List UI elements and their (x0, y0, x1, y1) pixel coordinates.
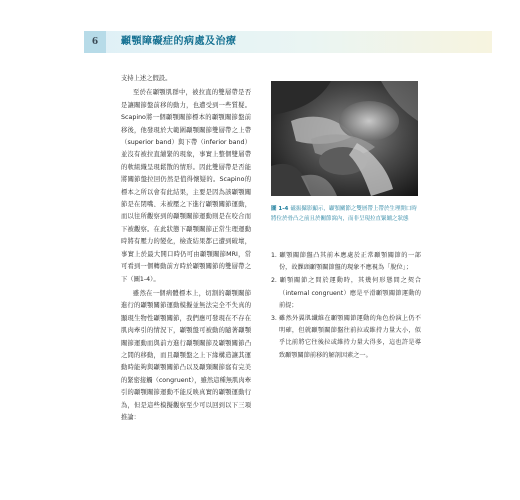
conclusion-list (271, 250, 421, 363)
paragraph: 至於在顳顎肌群中，被拉直的雙層帶是否是讓關節盤前移的動力，也遭受到一些質疑。Scapino將一個顳顎關節標本的顳顎關節盤前移後，他發現於大範圍顳顎關節雙層帶之上帶（superior band）與下帶（inferior band）並沒有被拉直繃緊的現象，事實上整個雙層帶的軟組織呈現鬆散的情形。因此雙層帶是否能將關節盤拉回仍然是值得懷疑的。Scapino的標本之所以會有此結果，主要是因為該顳顎關節是在閉嘴、未被壓之下進行顳顎關節運動，而以往所觀察到的顳顎關節運動則是在咬合而下被觀察。在此狀態下顳顎關節正常生理運動時將有壓力的變化，檢查結果都已遭到破壞，事實上於最大開口時仍可由顳顎關節MRI，常可看到一個轉動前方時於顳顎關節的雙層帶之下（圖1-4）。 (121, 89, 251, 283)
chapter-title: 顳顎障礙症的病處及治療 (121, 36, 237, 47)
mri-scan-illustration (271, 81, 418, 196)
figure-caption (271, 205, 418, 224)
list-item: 3. 雖然外翼肌纖維在顳顎關節運動的角色扮演上仍不明確，但就顳顎關節盤往前拉或維持力量大小，似乎比前將它往後拉或維持力量大得多，這也許是導致顳顎關節前移的解剖因素之一。 (271, 315, 421, 359)
figure-caption-text: 磁振攝影顯示，顳顎關節之雙層帶上帶於生理開口時將位於骨凸之前且於關節窩內，而非呈現拉直緊繃之狀態 (271, 206, 417, 222)
paragraph: 雖然在一個病體標本上，切割的顳顎關節進行的顳顎關節運動模擬並無法完全不失真的顯現生物性顳顎關節，我們應可發現在不存在肌肉牽引的情況下，顳顎盤可被動的隨著顳顎關節運動而與前方進行顳顎關節及顳顎關節凸之間的移動，而且顳顎盤之上下緣構造讓其運動時能夠與顳顎關節凸以及顳頸關節窩有完美的緊密接觸（congruent），雖然這種無肌肉牽引的顳顎關節運動不能反映真實的顳顎運動行為，但是這些模擬觀察至少可以回到以下三項推論： (121, 289, 251, 421)
page-number: 6 (91, 37, 99, 47)
paragraph: 支持上述之假設。 (121, 75, 172, 82)
body-text-left-column (121, 73, 251, 424)
list-item: 2. 顳顎關節之間於運動時，其幾何形態間之契合（internal congruent）應是平滑顳顎關節運動的前提； (271, 277, 421, 309)
figure-label: 圖 1-4 (271, 206, 289, 212)
mri-figure-image (271, 81, 418, 196)
list-item: 1. 顳顎關節盤凸其前本應處於正常顳顎關節的一部份，故髁頭顳顎關節盤的現象不應視為「脫位」； (271, 252, 421, 272)
